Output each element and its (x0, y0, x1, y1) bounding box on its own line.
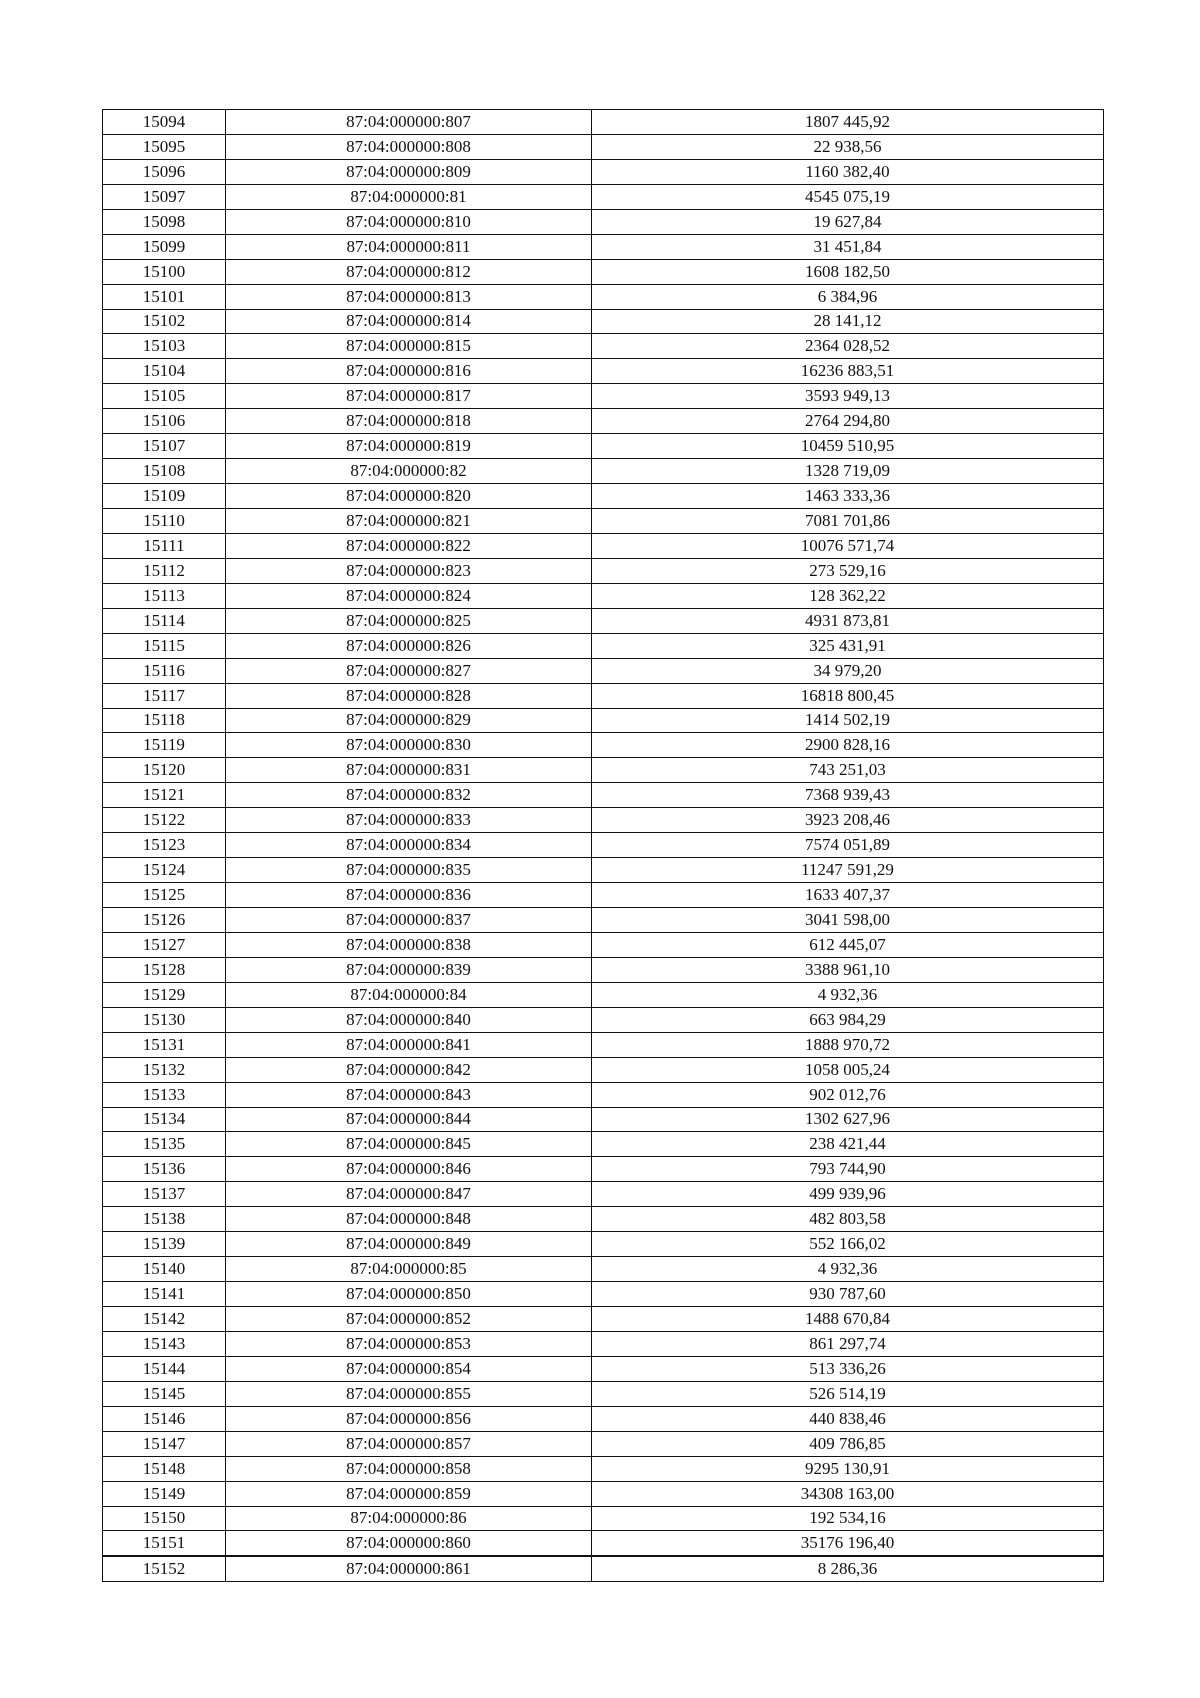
row-number-cell: 15120 (103, 758, 226, 783)
value-cell: 612 445,07 (592, 932, 1104, 957)
value-cell: 3388 961,10 (592, 957, 1104, 982)
value-cell: 238 421,44 (592, 1132, 1104, 1157)
cadastral-number-cell: 87:04:000000:812 (226, 259, 592, 284)
table-row (103, 1356, 1104, 1381)
cadastral-number-cell: 87:04:000000:840 (226, 1007, 592, 1032)
row-number-cell: 15108 (103, 459, 226, 484)
table-row (103, 1456, 1104, 1481)
table-row (103, 409, 1104, 434)
cadastral-number-cell: 87:04:000000:835 (226, 858, 592, 883)
row-number-cell: 15122 (103, 808, 226, 833)
row-number-cell: 15104 (103, 359, 226, 384)
value-cell: 192 534,16 (592, 1506, 1104, 1531)
row-number-cell: 15097 (103, 184, 226, 209)
row-number-cell: 15142 (103, 1307, 226, 1332)
row-number-cell: 15125 (103, 883, 226, 908)
cadastral-number-cell: 87:04:000000:82 (226, 459, 592, 484)
cadastral-number-cell: 87:04:000000:831 (226, 758, 592, 783)
row-number-cell: 15138 (103, 1207, 226, 1232)
table-row (103, 209, 1104, 234)
row-number-cell: 15137 (103, 1182, 226, 1207)
row-number-cell: 15141 (103, 1282, 226, 1307)
value-cell: 35176 196,40 (592, 1531, 1104, 1556)
row-number-cell: 15102 (103, 309, 226, 334)
cadastral-number-cell: 87:04:000000:820 (226, 484, 592, 509)
value-cell: 4 932,36 (592, 982, 1104, 1007)
table-row (103, 1481, 1104, 1506)
value-cell: 4545 075,19 (592, 184, 1104, 209)
value-cell: 128 362,22 (592, 583, 1104, 608)
table-row (103, 733, 1104, 758)
value-cell: 1807 445,92 (592, 110, 1104, 135)
value-cell: 273 529,16 (592, 558, 1104, 583)
value-cell: 28 141,12 (592, 309, 1104, 334)
row-number-cell: 15116 (103, 658, 226, 683)
value-cell: 552 166,02 (592, 1232, 1104, 1257)
value-cell: 19 627,84 (592, 209, 1104, 234)
cadastral-number-cell: 87:04:000000:858 (226, 1456, 592, 1481)
cadastral-number-cell: 87:04:000000:81 (226, 184, 592, 209)
row-number-cell: 15133 (103, 1082, 226, 1107)
cadastral-number-cell: 87:04:000000:850 (226, 1282, 592, 1307)
row-number-cell: 15131 (103, 1032, 226, 1057)
cadastral-number-cell: 87:04:000000:814 (226, 309, 592, 334)
row-number-cell: 15123 (103, 833, 226, 858)
row-number-cell: 15105 (103, 384, 226, 409)
value-cell: 34 979,20 (592, 658, 1104, 683)
cadastral-number-cell: 87:04:000000:839 (226, 957, 592, 982)
cadastral-number-cell: 87:04:000000:810 (226, 209, 592, 234)
value-cell: 325 431,91 (592, 633, 1104, 658)
table-row (103, 858, 1104, 883)
table-row (103, 1556, 1104, 1581)
value-cell: 2900 828,16 (592, 733, 1104, 758)
cadastral-number-cell: 87:04:000000:819 (226, 434, 592, 459)
value-cell: 7574 051,89 (592, 833, 1104, 858)
value-cell: 22 938,56 (592, 134, 1104, 159)
value-cell: 10459 510,95 (592, 434, 1104, 459)
row-number-cell: 15150 (103, 1506, 226, 1531)
table-row (103, 434, 1104, 459)
row-number-cell: 15147 (103, 1431, 226, 1456)
table-row (103, 808, 1104, 833)
table-row (103, 1007, 1104, 1032)
value-cell: 31 451,84 (592, 234, 1104, 259)
cadastral-number-cell: 87:04:000000:853 (226, 1331, 592, 1356)
value-cell: 743 251,03 (592, 758, 1104, 783)
row-number-cell: 15146 (103, 1406, 226, 1431)
value-cell: 2364 028,52 (592, 334, 1104, 359)
value-cell: 11247 591,29 (592, 858, 1104, 883)
row-number-cell: 15118 (103, 708, 226, 733)
value-cell: 663 984,29 (592, 1007, 1104, 1032)
table-row (103, 683, 1104, 708)
cadastral-number-cell: 87:04:000000:846 (226, 1157, 592, 1182)
value-cell: 34308 163,00 (592, 1481, 1104, 1506)
cadastral-number-cell: 87:04:000000:843 (226, 1082, 592, 1107)
value-cell: 4931 873,81 (592, 608, 1104, 633)
table-row (103, 558, 1104, 583)
value-cell: 1160 382,40 (592, 159, 1104, 184)
cadastral-number-cell: 87:04:000000:842 (226, 1057, 592, 1082)
cadastral-number-cell: 87:04:000000:852 (226, 1307, 592, 1332)
table-row (103, 234, 1104, 259)
value-cell: 1058 005,24 (592, 1057, 1104, 1082)
value-cell: 1463 333,36 (592, 484, 1104, 509)
table-row (103, 284, 1104, 309)
row-number-cell: 15151 (103, 1531, 226, 1556)
row-number-cell: 15143 (103, 1331, 226, 1356)
row-number-cell: 15144 (103, 1356, 226, 1381)
cadastral-number-cell: 87:04:000000:848 (226, 1207, 592, 1232)
value-cell: 526 514,19 (592, 1381, 1104, 1406)
table-row (103, 1082, 1104, 1107)
cadastral-number-cell: 87:04:000000:860 (226, 1531, 592, 1556)
value-cell: 16236 883,51 (592, 359, 1104, 384)
value-cell: 440 838,46 (592, 1406, 1104, 1431)
cadastral-number-cell: 87:04:000000:833 (226, 808, 592, 833)
table-row (103, 1132, 1104, 1157)
table-row (103, 1207, 1104, 1232)
value-cell: 499 939,96 (592, 1182, 1104, 1207)
cadastral-number-cell: 87:04:000000:857 (226, 1431, 592, 1456)
row-number-cell: 15148 (103, 1456, 226, 1481)
value-cell: 793 744,90 (592, 1157, 1104, 1182)
value-cell: 409 786,85 (592, 1431, 1104, 1456)
value-cell: 482 803,58 (592, 1207, 1104, 1232)
cadastral-number-cell: 87:04:000000:841 (226, 1032, 592, 1057)
cadastral-number-cell: 87:04:000000:823 (226, 558, 592, 583)
table-row (103, 982, 1104, 1007)
value-cell: 1328 719,09 (592, 459, 1104, 484)
cadastral-number-cell: 87:04:000000:834 (226, 833, 592, 858)
row-number-cell: 15128 (103, 957, 226, 982)
value-cell: 1414 502,19 (592, 708, 1104, 733)
row-number-cell: 15126 (103, 908, 226, 933)
value-cell: 902 012,76 (592, 1082, 1104, 1107)
cadastral-number-cell: 87:04:000000:84 (226, 982, 592, 1007)
cadastral-number-cell: 87:04:000000:826 (226, 633, 592, 658)
document-page (102, 109, 1103, 1582)
value-cell: 8 286,36 (592, 1556, 1104, 1581)
value-cell: 1488 670,84 (592, 1307, 1104, 1332)
row-number-cell: 15134 (103, 1107, 226, 1132)
row-number-cell: 15152 (103, 1556, 226, 1581)
cadastral-number-cell: 87:04:000000:847 (226, 1182, 592, 1207)
row-number-cell: 15149 (103, 1481, 226, 1506)
row-number-cell: 15129 (103, 982, 226, 1007)
table-row (103, 459, 1104, 484)
cadastral-number-cell: 87:04:000000:821 (226, 509, 592, 534)
row-number-cell: 15096 (103, 159, 226, 184)
table-row (103, 1381, 1104, 1406)
cadastral-number-cell: 87:04:000000:808 (226, 134, 592, 159)
cadastral-number-cell: 87:04:000000:824 (226, 583, 592, 608)
value-cell: 3593 949,13 (592, 384, 1104, 409)
row-number-cell: 15111 (103, 533, 226, 558)
value-cell: 1633 407,37 (592, 883, 1104, 908)
table-row (103, 384, 1104, 409)
cadastral-number-cell: 87:04:000000:86 (226, 1506, 592, 1531)
value-cell: 4 932,36 (592, 1257, 1104, 1282)
table-row (103, 658, 1104, 683)
table-row (103, 134, 1104, 159)
cadastral-number-cell: 87:04:000000:813 (226, 284, 592, 309)
table-row (103, 957, 1104, 982)
table-row (103, 1057, 1104, 1082)
table-row (103, 1032, 1104, 1057)
value-cell: 1608 182,50 (592, 259, 1104, 284)
table-row (103, 1257, 1104, 1282)
value-cell: 1888 970,72 (592, 1032, 1104, 1057)
value-cell: 9295 130,91 (592, 1456, 1104, 1481)
value-cell: 2764 294,80 (592, 409, 1104, 434)
cadastral-number-cell: 87:04:000000:855 (226, 1381, 592, 1406)
table-row (103, 1406, 1104, 1431)
value-cell: 7081 701,86 (592, 509, 1104, 534)
value-cell: 10076 571,74 (592, 533, 1104, 558)
cadastral-number-cell: 87:04:000000:845 (226, 1132, 592, 1157)
table-row (103, 1282, 1104, 1307)
cadastral-number-cell: 87:04:000000:836 (226, 883, 592, 908)
row-number-cell: 15114 (103, 608, 226, 633)
table-row (103, 110, 1104, 135)
table-row (103, 1232, 1104, 1257)
cadastral-number-cell: 87:04:000000:822 (226, 533, 592, 558)
cadastral-number-cell: 87:04:000000:807 (226, 110, 592, 135)
table-row (103, 633, 1104, 658)
table-row (103, 484, 1104, 509)
row-number-cell: 15110 (103, 509, 226, 534)
cadastral-number-cell: 87:04:000000:815 (226, 334, 592, 359)
row-number-cell: 15095 (103, 134, 226, 159)
row-number-cell: 15136 (103, 1157, 226, 1182)
cadastral-number-cell: 87:04:000000:818 (226, 409, 592, 434)
row-number-cell: 15124 (103, 858, 226, 883)
table-row (103, 309, 1104, 334)
table-row (103, 833, 1104, 858)
cadastral-number-cell: 87:04:000000:85 (226, 1257, 592, 1282)
table-row (103, 334, 1104, 359)
table-row (103, 359, 1104, 384)
table-body (103, 110, 1104, 1582)
cadastral-number-cell: 87:04:000000:832 (226, 783, 592, 808)
table-row (103, 1331, 1104, 1356)
cadastral-number-cell: 87:04:000000:844 (226, 1107, 592, 1132)
table-row (103, 1157, 1104, 1182)
table-row (103, 1506, 1104, 1531)
cadastral-number-cell: 87:04:000000:830 (226, 733, 592, 758)
row-number-cell: 15112 (103, 558, 226, 583)
row-number-cell: 15119 (103, 733, 226, 758)
row-number-cell: 15140 (103, 1257, 226, 1282)
row-number-cell: 15098 (103, 209, 226, 234)
table-row (103, 159, 1104, 184)
row-number-cell: 15103 (103, 334, 226, 359)
cadastral-number-cell: 87:04:000000:809 (226, 159, 592, 184)
row-number-cell: 15145 (103, 1381, 226, 1406)
table-row (103, 883, 1104, 908)
table-row (103, 708, 1104, 733)
table-row (103, 908, 1104, 933)
row-number-cell: 15117 (103, 683, 226, 708)
table-row (103, 1107, 1104, 1132)
row-number-cell: 15099 (103, 234, 226, 259)
row-number-cell: 15115 (103, 633, 226, 658)
table-row (103, 259, 1104, 284)
table-row (103, 932, 1104, 957)
row-number-cell: 15132 (103, 1057, 226, 1082)
row-number-cell: 15101 (103, 284, 226, 309)
row-number-cell: 15139 (103, 1232, 226, 1257)
cadastral-value-table (102, 109, 1104, 1582)
row-number-cell: 15113 (103, 583, 226, 608)
table-row (103, 533, 1104, 558)
cadastral-number-cell: 87:04:000000:828 (226, 683, 592, 708)
row-number-cell: 15109 (103, 484, 226, 509)
table-row (103, 184, 1104, 209)
cadastral-number-cell: 87:04:000000:825 (226, 608, 592, 633)
value-cell: 3923 208,46 (592, 808, 1104, 833)
row-number-cell: 15135 (103, 1132, 226, 1157)
table-row (103, 608, 1104, 633)
cadastral-number-cell: 87:04:000000:829 (226, 708, 592, 733)
cadastral-number-cell: 87:04:000000:811 (226, 234, 592, 259)
table-row (103, 1531, 1104, 1556)
cadastral-number-cell: 87:04:000000:854 (226, 1356, 592, 1381)
value-cell: 861 297,74 (592, 1331, 1104, 1356)
table-row (103, 758, 1104, 783)
table-row (103, 783, 1104, 808)
row-number-cell: 15094 (103, 110, 226, 135)
cadastral-number-cell: 87:04:000000:838 (226, 932, 592, 957)
value-cell: 6 384,96 (592, 284, 1104, 309)
value-cell: 930 787,60 (592, 1282, 1104, 1307)
value-cell: 1302 627,96 (592, 1107, 1104, 1132)
table-row (103, 1431, 1104, 1456)
row-number-cell: 15127 (103, 932, 226, 957)
value-cell: 3041 598,00 (592, 908, 1104, 933)
row-number-cell: 15100 (103, 259, 226, 284)
table-row (103, 1307, 1104, 1332)
cadastral-number-cell: 87:04:000000:861 (226, 1556, 592, 1581)
table-row (103, 509, 1104, 534)
table-row (103, 1182, 1104, 1207)
cadastral-number-cell: 87:04:000000:837 (226, 908, 592, 933)
value-cell: 513 336,26 (592, 1356, 1104, 1381)
cadastral-number-cell: 87:04:000000:827 (226, 658, 592, 683)
value-cell: 7368 939,43 (592, 783, 1104, 808)
row-number-cell: 15130 (103, 1007, 226, 1032)
table-row (103, 583, 1104, 608)
row-number-cell: 15106 (103, 409, 226, 434)
cadastral-number-cell: 87:04:000000:856 (226, 1406, 592, 1431)
row-number-cell: 15107 (103, 434, 226, 459)
cadastral-number-cell: 87:04:000000:849 (226, 1232, 592, 1257)
row-number-cell: 15121 (103, 783, 226, 808)
value-cell: 16818 800,45 (592, 683, 1104, 708)
cadastral-number-cell: 87:04:000000:859 (226, 1481, 592, 1506)
cadastral-number-cell: 87:04:000000:816 (226, 359, 592, 384)
cadastral-number-cell: 87:04:000000:817 (226, 384, 592, 409)
